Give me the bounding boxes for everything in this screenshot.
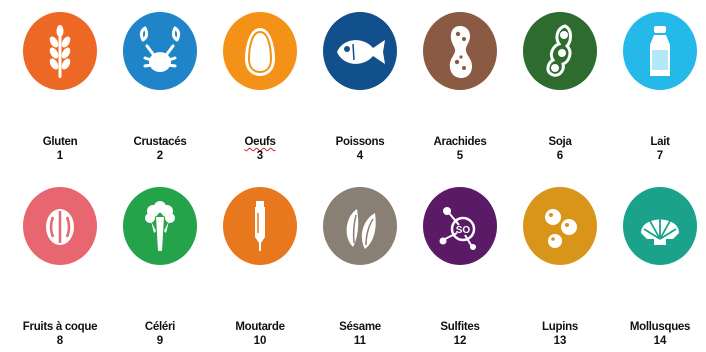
celery-icon [123, 187, 197, 265]
allergen-label: Mollusques [629, 321, 691, 333]
allergen-label: Céléri [144, 321, 176, 333]
allergen-gluten [10, 0, 110, 170]
allergen-number: 5 [456, 150, 464, 162]
allergen-number: 12 [453, 335, 467, 347]
allergen-number: 9 [156, 335, 164, 347]
allergen-label: Moutarde [235, 321, 285, 333]
allergen-label: Sulfites [440, 321, 480, 333]
allergen-fish [310, 0, 410, 170]
sesame-icon [323, 187, 397, 265]
allergen-lupin [510, 175, 610, 345]
allergen-label: Poissons [335, 136, 385, 148]
allergen-label: Lait [650, 136, 670, 148]
allergen-eggs [210, 0, 310, 170]
allergen-celery [110, 175, 210, 345]
allergen-milk [610, 0, 706, 170]
allergen-crustaceans [110, 0, 210, 170]
allergen-label: Oeufs [244, 136, 276, 148]
allergen-number: 13 [553, 335, 567, 347]
crab-icon [123, 12, 197, 90]
nut-icon [23, 187, 97, 265]
allergen-number: 4 [356, 150, 364, 162]
allergen-peanuts [410, 0, 510, 170]
allergen-label: Sésame [339, 321, 381, 333]
allergen-number: 11 [353, 335, 367, 347]
wheat-icon [23, 12, 97, 90]
allergen-label: Fruits à coque [22, 321, 98, 333]
allergen-molluscs [610, 175, 706, 345]
allergen-label: Soja [548, 136, 572, 148]
allergen-number: 10 [253, 335, 267, 347]
milk-bottle-icon [623, 12, 697, 90]
egg-icon [223, 12, 297, 90]
allergen-soy [510, 0, 610, 170]
allergen-label: Gluten [42, 136, 78, 148]
allergen-number: 8 [56, 335, 64, 347]
mustard-icon [223, 187, 297, 265]
allergen-sulphites [410, 175, 510, 345]
allergen-number: 7 [656, 150, 664, 162]
allergen-number: 14 [653, 335, 667, 347]
allergen-number: 1 [56, 150, 64, 162]
allergen-tree-nuts [10, 175, 110, 345]
allergen-mustard [210, 175, 310, 345]
soybean-icon [523, 12, 597, 90]
allergen-label: Arachides [433, 136, 487, 148]
allergen-label: Crustacés [133, 136, 187, 148]
allergen-number: 6 [556, 150, 564, 162]
allergen-number: 3 [256, 150, 264, 162]
shell-icon [623, 187, 697, 265]
allergen-number: 2 [156, 150, 164, 162]
so2-text: SO [455, 225, 471, 236]
allergen-sesame [310, 175, 410, 345]
lupin-icon [523, 187, 597, 265]
allergen-label: Lupins [542, 321, 578, 333]
sulphite-molecule-icon [423, 187, 497, 265]
peanut-icon [423, 12, 497, 90]
fish-icon [323, 12, 397, 90]
